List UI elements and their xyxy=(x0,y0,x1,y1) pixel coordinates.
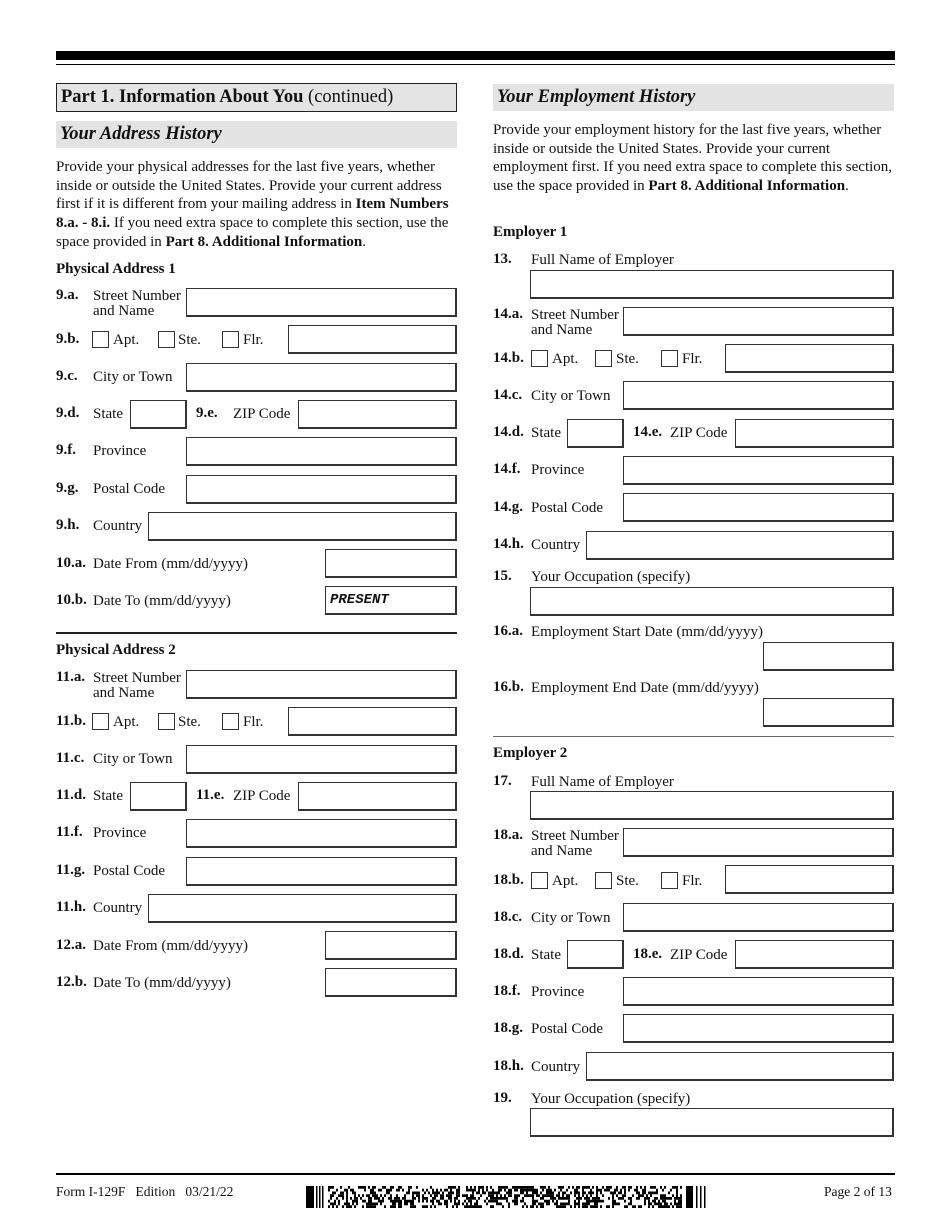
state-select[interactable] xyxy=(567,419,624,448)
ste-label: Ste. xyxy=(616,351,639,367)
street-label: and Name xyxy=(93,303,155,319)
apt-label: Apt. xyxy=(113,714,140,730)
date-to-input[interactable] xyxy=(325,968,457,997)
apt-checkbox[interactable] xyxy=(92,713,109,730)
part-header xyxy=(56,83,457,112)
item-number: 12.b. xyxy=(56,974,87,990)
postal-label: Postal Code xyxy=(93,481,166,497)
apt-checkbox[interactable] xyxy=(531,350,548,367)
zip-input[interactable] xyxy=(298,782,457,811)
date-from-input[interactable] xyxy=(325,549,457,578)
ste-checkbox[interactable] xyxy=(595,872,612,889)
flr-label: Flr. xyxy=(243,332,264,348)
street-input[interactable] xyxy=(623,828,894,857)
street-label: Street Number xyxy=(93,288,181,304)
form-edition: Form I-129F Edition 03/21/22 xyxy=(56,1184,234,1199)
date-to-label: Date To (mm/dd/yyyy) xyxy=(93,593,231,609)
city-input[interactable] xyxy=(186,745,457,774)
street-input[interactable] xyxy=(623,307,894,336)
intro-text: Provide your physical addresses for the last five years, whether inside or outside the United States. Provide your current address first if it is different from your mailing address in xyxy=(56,159,442,213)
item-number: 18.b. xyxy=(493,872,524,888)
date-from-input[interactable] xyxy=(325,931,457,960)
province-input[interactable] xyxy=(623,977,894,1006)
item-number: 13. xyxy=(493,251,512,267)
item-number: 11.e. xyxy=(196,787,225,803)
date-from-label: Date From (mm/dd/yyyy) xyxy=(93,938,248,954)
item-number: 17. xyxy=(493,773,512,789)
postal-input[interactable] xyxy=(186,857,457,886)
item-number: 9.f. xyxy=(56,442,76,458)
state-select[interactable] xyxy=(567,940,624,969)
intro-text: . xyxy=(845,178,849,195)
country-label: Country xyxy=(531,537,581,553)
apt-checkbox[interactable] xyxy=(531,872,548,889)
item-number: 12.a. xyxy=(56,937,86,953)
section-header-address-history: Your Address History xyxy=(56,121,457,148)
section-header-employment-history: Your Employment History xyxy=(493,84,894,111)
flr-checkbox[interactable] xyxy=(222,331,239,348)
province-input[interactable] xyxy=(623,456,894,485)
item-number: 14.b. xyxy=(493,350,524,366)
flr-checkbox[interactable] xyxy=(222,713,239,730)
zip-input[interactable] xyxy=(298,400,457,429)
postal-input[interactable] xyxy=(623,493,894,522)
city-label: City or Town xyxy=(93,369,173,385)
province-input[interactable] xyxy=(186,437,457,466)
header-rule-thin xyxy=(56,64,895,65)
ste-checkbox[interactable] xyxy=(158,331,175,348)
ste-checkbox[interactable] xyxy=(158,713,175,730)
city-label: City or Town xyxy=(93,751,173,767)
item-number: 18.d. xyxy=(493,946,524,962)
postal-input[interactable] xyxy=(186,475,457,504)
physical-address-2-heading: Physical Address 2 xyxy=(56,642,176,658)
ste-label: Ste. xyxy=(616,873,639,889)
occupation-input[interactable] xyxy=(530,587,894,616)
item-number: 14.f. xyxy=(493,461,521,477)
item-number: 9.c. xyxy=(56,368,78,384)
street-label: and Name xyxy=(531,322,593,338)
item-number: 9.h. xyxy=(56,517,80,533)
state-label: State xyxy=(531,947,561,963)
street-input[interactable] xyxy=(186,670,457,699)
item-number: 9.a. xyxy=(56,287,79,303)
employer-name-label: Full Name of Employer xyxy=(531,252,674,268)
postal-label: Postal Code xyxy=(531,500,604,516)
section-divider xyxy=(56,632,457,634)
country-label: Country xyxy=(531,1059,581,1075)
item-number: 16.b. xyxy=(493,679,524,695)
item-number: 9.b. xyxy=(56,331,80,347)
unit-number-input[interactable] xyxy=(725,865,894,894)
postal-input[interactable] xyxy=(623,1014,894,1043)
item-number: 15. xyxy=(493,568,512,584)
item-number: 18.e. xyxy=(633,946,663,962)
item-number: 9.d. xyxy=(56,405,80,421)
employment-history-instructions xyxy=(493,121,895,196)
item-number: 14.c. xyxy=(493,387,523,403)
address-history-instructions xyxy=(56,158,460,252)
state-label: State xyxy=(93,788,123,804)
province-label: Province xyxy=(93,825,147,841)
flr-label: Flr. xyxy=(243,714,264,730)
postal-label: Postal Code xyxy=(531,1021,604,1037)
item-number: 9.e. xyxy=(196,405,218,421)
occupation-label: Your Occupation (specify) xyxy=(531,569,691,585)
city-input[interactable] xyxy=(623,903,894,932)
flr-checkbox[interactable] xyxy=(661,350,678,367)
item-number: 11.h. xyxy=(56,899,87,915)
street-input[interactable] xyxy=(186,288,457,317)
date-from-label: Date From (mm/dd/yyyy) xyxy=(93,556,248,572)
employer-name-input[interactable] xyxy=(530,791,894,820)
footer-rule xyxy=(56,1173,895,1175)
item-number: 11.b. xyxy=(56,713,87,729)
unit-number-input[interactable] xyxy=(288,707,457,736)
intro-bold: Part 8. Additional Information xyxy=(648,178,846,195)
apt-label: Apt. xyxy=(552,873,579,889)
pdf417-barcode-icon xyxy=(306,1186,711,1208)
page-number: Page 2 of 13 xyxy=(824,1184,892,1199)
employer-name-input[interactable] xyxy=(530,270,894,299)
item-number: 11.f. xyxy=(56,824,83,840)
end-date-label: Employment End Date (mm/dd/yyyy) xyxy=(531,680,759,696)
item-number: 18.h. xyxy=(493,1058,524,1074)
city-label: City or Town xyxy=(531,910,611,926)
apt-label: Apt. xyxy=(113,332,140,348)
ste-label: Ste. xyxy=(178,714,201,730)
country-input[interactable] xyxy=(586,1052,894,1081)
country-label: Country xyxy=(93,518,143,534)
item-number: 14.e. xyxy=(633,424,663,440)
header-rule-thick xyxy=(56,51,895,60)
flr-checkbox[interactable] xyxy=(661,872,678,889)
intro-text: . xyxy=(362,233,366,250)
part-title-suffix: (continued) xyxy=(303,87,394,107)
occupation-label: Your Occupation (specify) xyxy=(531,1091,691,1107)
part-title: Part 1. Information About You xyxy=(61,87,304,107)
occupation-input[interactable] xyxy=(530,1108,894,1137)
street-label: and Name xyxy=(531,843,593,859)
ste-label: Ste. xyxy=(178,332,201,348)
province-label: Province xyxy=(531,462,585,478)
zip-input[interactable] xyxy=(735,940,894,969)
physical-address-1-heading: Physical Address 1 xyxy=(56,261,176,277)
country-input[interactable] xyxy=(148,894,457,923)
intro-text: Provide your employment history for the last five years, whether inside or outside the United States. Provide your current employment first. If you need extra space to complete this section, use the space provided in xyxy=(493,122,893,195)
start-date-label: Employment Start Date (mm/dd/yyyy) xyxy=(531,624,764,640)
street-label: Street Number xyxy=(531,307,619,323)
item-number: 14.h. xyxy=(493,536,524,552)
state-label: State xyxy=(531,425,561,441)
item-number: 14.d. xyxy=(493,424,524,440)
apt-label: Apt. xyxy=(552,351,579,367)
item-number: 10.b. xyxy=(56,592,87,608)
section-divider xyxy=(493,736,894,737)
city-input[interactable] xyxy=(186,363,457,392)
zip-label: ZIP Code xyxy=(670,425,728,441)
intro-bold: Item Numbers 8.a. - 8.i. xyxy=(56,196,449,232)
item-number: 16.a. xyxy=(493,623,523,639)
state-label: State xyxy=(93,406,123,422)
date-to-label: Date To (mm/dd/yyyy) xyxy=(93,975,231,991)
item-number: 10.a. xyxy=(56,555,86,571)
item-number: 9.g. xyxy=(56,480,79,496)
employer-2-heading: Employer 2 xyxy=(493,745,568,761)
flr-label: Flr. xyxy=(682,873,703,889)
state-select[interactable] xyxy=(130,400,187,429)
zip-label: ZIP Code xyxy=(670,947,728,963)
province-label: Province xyxy=(531,984,585,1000)
item-number: 18.a. xyxy=(493,827,523,843)
intro-bold: Part 8. Additional Information xyxy=(165,233,363,250)
item-number: 11.c. xyxy=(56,750,85,766)
state-select[interactable] xyxy=(130,782,187,811)
unit-number-input[interactable] xyxy=(288,325,457,354)
item-number: 14.g. xyxy=(493,499,523,515)
item-number: 18.g. xyxy=(493,1020,523,1036)
street-label: and Name xyxy=(93,685,155,701)
zip-label: ZIP Code xyxy=(233,788,291,804)
street-label: Street Number xyxy=(93,670,181,686)
intro-text: If you need extra space to complete this section, use the space provided in xyxy=(56,215,449,250)
flr-label: Flr. xyxy=(682,351,703,367)
province-input[interactable] xyxy=(186,819,457,848)
street-label: Street Number xyxy=(531,828,619,844)
item-number: 19. xyxy=(493,1090,512,1106)
item-number: 18.f. xyxy=(493,983,521,999)
country-label: Country xyxy=(93,900,143,916)
item-number: 11.g. xyxy=(56,862,86,878)
item-number: 11.d. xyxy=(56,787,87,803)
employer-name-label: Full Name of Employer xyxy=(531,774,674,790)
zip-label: ZIP Code xyxy=(233,406,291,422)
item-number: 18.c. xyxy=(493,909,523,925)
province-label: Province xyxy=(93,443,147,459)
unit-number-input[interactable] xyxy=(725,344,894,373)
item-number: 11.a. xyxy=(56,669,86,685)
employer-1-heading: Employer 1 xyxy=(493,224,568,240)
zip-input[interactable] xyxy=(735,419,894,448)
start-date-input[interactable] xyxy=(763,642,894,671)
date-to-input[interactable]: PRESENT xyxy=(325,586,457,615)
end-date-input[interactable] xyxy=(763,698,894,727)
ste-checkbox[interactable] xyxy=(595,350,612,367)
city-label: City or Town xyxy=(531,388,611,404)
country-input[interactable] xyxy=(148,512,457,541)
apt-checkbox[interactable] xyxy=(92,331,109,348)
postal-label: Postal Code xyxy=(93,863,166,879)
city-input[interactable] xyxy=(623,381,894,410)
item-number: 14.a. xyxy=(493,306,523,322)
country-input[interactable] xyxy=(586,531,894,560)
